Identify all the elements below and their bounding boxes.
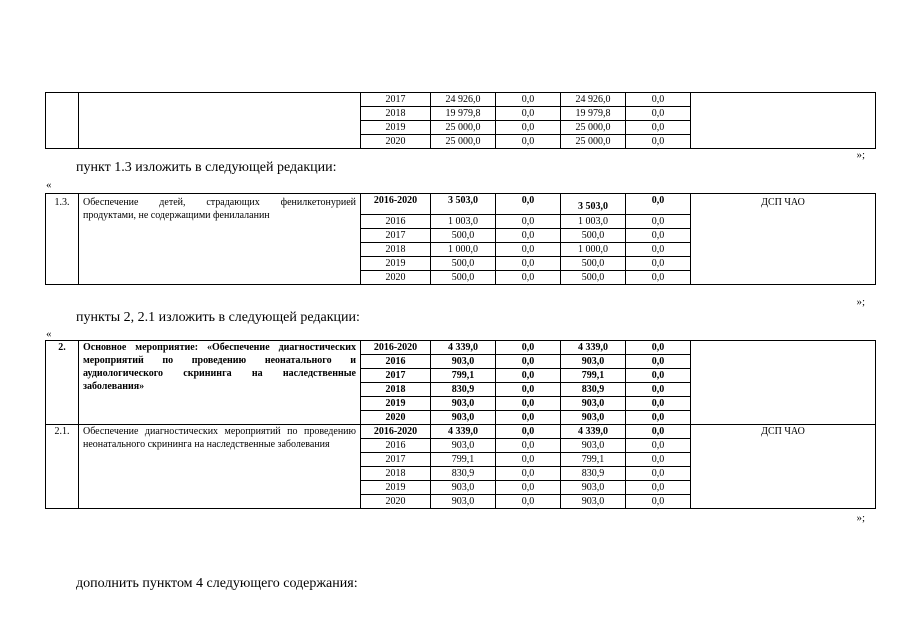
total-cell: 500,0 — [431, 229, 496, 243]
other-sources-cell: 0,0 — [626, 93, 691, 107]
other-sources-cell: 0,0 — [626, 425, 691, 439]
total-cell: 903,0 — [431, 411, 496, 425]
regional-budget-cell: 1 000,0 — [561, 243, 626, 257]
closing-quote: »; — [856, 296, 865, 308]
year-cell: 2017 — [361, 229, 431, 243]
federal-budget-cell: 0,0 — [496, 383, 561, 397]
paragraph-point-1-3: пункт 1.3 изложить в следующей редакции: — [76, 160, 337, 175]
total-cell: 903,0 — [431, 397, 496, 411]
year-cell: 2016 — [361, 355, 431, 369]
regional-budget-cell: 3 503,0 — [561, 194, 626, 215]
regional-budget-cell: 500,0 — [561, 271, 626, 285]
other-sources-cell: 0,0 — [626, 215, 691, 229]
other-sources-cell: 0,0 — [626, 369, 691, 383]
item-number: 2. — [46, 341, 79, 425]
regional-budget-cell: 903,0 — [561, 495, 626, 509]
year-cell: 2016-2020 — [361, 341, 431, 355]
total-cell: 500,0 — [431, 271, 496, 285]
federal-budget-cell: 0,0 — [496, 243, 561, 257]
opening-quote: « — [46, 179, 52, 191]
item-description: Основное мероприятие: «Обеспечение диагностических мероприятий по проведению неонатального и аудиологического скрининга на наследственные заболевания» — [79, 341, 361, 425]
federal-budget-cell: 0,0 — [496, 369, 561, 383]
year-cell: 2020 — [361, 411, 431, 425]
regional-budget-cell: 24 926,0 — [561, 93, 626, 107]
other-sources-cell: 0,0 — [626, 355, 691, 369]
year-cell: 2016 — [361, 215, 431, 229]
federal-budget-cell: 0,0 — [496, 495, 561, 509]
federal-budget-cell: 0,0 — [496, 135, 561, 149]
item-number: 2.1. — [46, 425, 79, 509]
regional-budget-cell: 830,9 — [561, 467, 626, 481]
item-description: Обеспечение диагностических мероприятий по проведению неонатального скрининга на наследственные заболевания — [79, 425, 361, 509]
federal-budget-cell: 0,0 — [496, 355, 561, 369]
year-cell: 2018 — [361, 243, 431, 257]
federal-budget-cell: 0,0 — [496, 453, 561, 467]
opening-quote: « — [46, 328, 52, 340]
number-cell — [46, 93, 79, 149]
regional-budget-cell: 830,9 — [561, 383, 626, 397]
total-cell: 903,0 — [431, 439, 496, 453]
other-sources-cell: 0,0 — [626, 481, 691, 495]
other-sources-cell: 0,0 — [626, 194, 691, 215]
year-cell: 2017 — [361, 369, 431, 383]
federal-budget-cell: 0,0 — [496, 257, 561, 271]
year-cell: 2016-2020 — [361, 194, 431, 215]
year-cell: 2019 — [361, 257, 431, 271]
total-cell: 903,0 — [431, 355, 496, 369]
total-cell: 25 000,0 — [431, 135, 496, 149]
total-cell: 4 339,0 — [431, 341, 496, 355]
year-cell: 2019 — [361, 397, 431, 411]
regional-budget-cell: 903,0 — [561, 481, 626, 495]
year-cell: 2017 — [361, 453, 431, 467]
total-cell: 4 339,0 — [431, 425, 496, 439]
federal-budget-cell: 0,0 — [496, 411, 561, 425]
other-sources-cell: 0,0 — [626, 271, 691, 285]
other-sources-cell: 0,0 — [626, 229, 691, 243]
other-sources-cell: 0,0 — [626, 107, 691, 121]
other-sources-cell: 0,0 — [626, 257, 691, 271]
year-cell: 2019 — [361, 481, 431, 495]
executor-cell: ДСП ЧАО — [691, 425, 876, 509]
federal-budget-cell: 0,0 — [496, 107, 561, 121]
table-continuation — [45, 92, 876, 149]
total-cell: 500,0 — [431, 257, 496, 271]
table-row — [46, 194, 876, 215]
total-cell: 830,9 — [431, 383, 496, 397]
table-item-1-3 — [45, 193, 876, 285]
regional-budget-cell: 25 000,0 — [561, 121, 626, 135]
regional-budget-cell: 19 979,8 — [561, 107, 626, 121]
federal-budget-cell: 0,0 — [496, 121, 561, 135]
closing-quote: »; — [856, 149, 865, 161]
other-sources-cell: 0,0 — [626, 397, 691, 411]
total-cell: 25 000,0 — [431, 121, 496, 135]
regional-budget-cell: 25 000,0 — [561, 135, 626, 149]
table-row — [46, 93, 876, 107]
year-cell: 2016-2020 — [361, 425, 431, 439]
year-cell: 2018 — [361, 107, 431, 121]
year-cell: 2020 — [361, 135, 431, 149]
total-cell: 19 979,8 — [431, 107, 496, 121]
federal-budget-cell: 0,0 — [496, 397, 561, 411]
year-cell: 2018 — [361, 383, 431, 397]
total-cell: 3 503,0 — [431, 194, 496, 215]
federal-budget-cell: 0,0 — [496, 439, 561, 453]
federal-budget-cell: 0,0 — [496, 93, 561, 107]
other-sources-cell: 0,0 — [626, 383, 691, 397]
other-sources-cell: 0,0 — [626, 243, 691, 257]
item-description: Обеспечение детей, страдающих фенилкетонурией продуктами, не содержащими фенилаланин — [79, 194, 361, 285]
other-sources-cell: 0,0 — [626, 495, 691, 509]
table-row — [46, 341, 876, 355]
year-cell: 2018 — [361, 467, 431, 481]
federal-budget-cell: 0,0 — [496, 341, 561, 355]
year-cell: 2019 — [361, 121, 431, 135]
total-cell: 903,0 — [431, 495, 496, 509]
executor-cell: ДСП ЧАО — [691, 194, 876, 285]
year-cell: 2020 — [361, 495, 431, 509]
regional-budget-cell: 903,0 — [561, 439, 626, 453]
other-sources-cell: 0,0 — [626, 411, 691, 425]
table-items-2-2-1 — [45, 340, 876, 509]
table-row — [46, 425, 876, 439]
description-cell — [79, 93, 361, 149]
total-cell: 799,1 — [431, 453, 496, 467]
other-sources-cell: 0,0 — [626, 453, 691, 467]
federal-budget-cell: 0,0 — [496, 229, 561, 243]
year-cell: 2016 — [361, 439, 431, 453]
regional-budget-cell: 1 003,0 — [561, 215, 626, 229]
regional-budget-cell: 799,1 — [561, 369, 626, 383]
regional-budget-cell: 500,0 — [561, 229, 626, 243]
paragraph-point-4: дополнить пунктом 4 следующего содержания: — [76, 576, 358, 591]
federal-budget-cell: 0,0 — [496, 271, 561, 285]
federal-budget-cell: 0,0 — [496, 215, 561, 229]
regional-budget-cell: 4 339,0 — [561, 341, 626, 355]
regional-budget-cell: 903,0 — [561, 397, 626, 411]
regional-budget-cell: 903,0 — [561, 355, 626, 369]
executor-cell — [691, 93, 876, 149]
closing-quote: »; — [856, 512, 865, 524]
paragraph-points-2-2-1: пункты 2, 2.1 изложить в следующей редакции: — [76, 310, 360, 325]
other-sources-cell: 0,0 — [626, 467, 691, 481]
regional-budget-cell: 500,0 — [561, 257, 626, 271]
other-sources-cell: 0,0 — [626, 341, 691, 355]
total-cell: 903,0 — [431, 481, 496, 495]
other-sources-cell: 0,0 — [626, 439, 691, 453]
federal-budget-cell: 0,0 — [496, 425, 561, 439]
regional-budget-cell: 4 339,0 — [561, 425, 626, 439]
year-cell: 2017 — [361, 93, 431, 107]
regional-budget-cell: 903,0 — [561, 411, 626, 425]
executor-cell — [691, 341, 876, 425]
other-sources-cell: 0,0 — [626, 121, 691, 135]
total-cell: 799,1 — [431, 369, 496, 383]
total-cell: 830,9 — [431, 467, 496, 481]
federal-budget-cell: 0,0 — [496, 481, 561, 495]
total-cell: 24 926,0 — [431, 93, 496, 107]
federal-budget-cell: 0,0 — [496, 467, 561, 481]
total-cell: 1 000,0 — [431, 243, 496, 257]
regional-budget-cell: 799,1 — [561, 453, 626, 467]
other-sources-cell: 0,0 — [626, 135, 691, 149]
total-cell: 1 003,0 — [431, 215, 496, 229]
item-number: 1.3. — [46, 194, 79, 285]
year-cell: 2020 — [361, 271, 431, 285]
federal-budget-cell: 0,0 — [496, 194, 561, 215]
